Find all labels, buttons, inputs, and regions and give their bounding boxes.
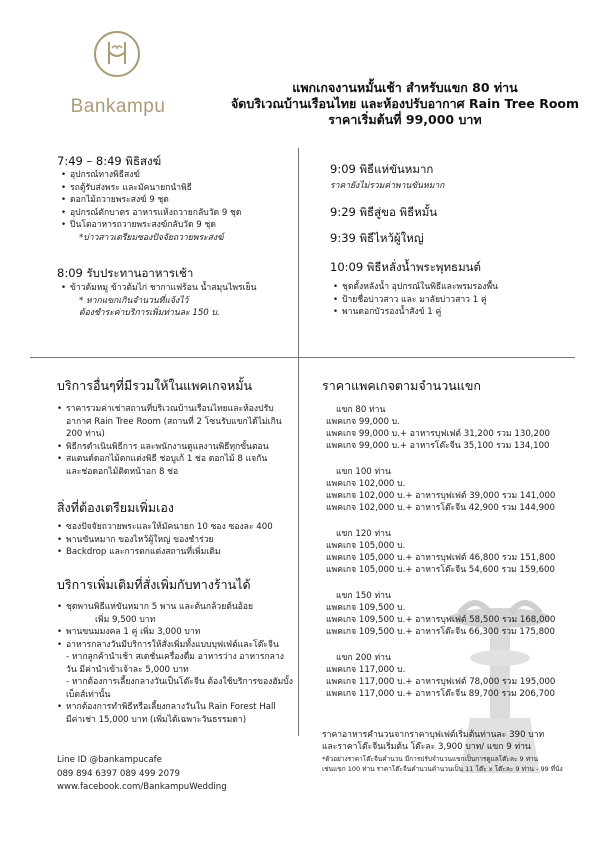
bankampu-logo-icon <box>93 30 141 78</box>
pricing-tiers <box>326 404 555 714</box>
list-item: • ราคารวมค่าเช่าสถานที่บริเวณบ้านเรือนไทยและห้องปรับ <box>57 403 282 416</box>
list-item: • พานขนมมงคล 1 คู่ เพิ่ม 3,000 บาท <box>57 626 293 639</box>
header-price: ราคาเริ่มต้นที่ 99,000 บาท <box>328 112 482 127</box>
tier-chinese: แพคเกจ 99,000 บ.+ อาหารโต๊ะจีน 35,100 รวม 134,100 <box>326 441 550 451</box>
list-item: 200 ท่าน) <box>66 429 105 439</box>
list-item: • ชุดตั้งหลังน้ำ อุปกรณ์ในพิธีและพรมรองพื้น <box>333 281 498 294</box>
footnote-line: *ตัวอย่างราคาโต๊ะจีนคำนวน มีการปรับจำนวนแขกเป็นการดูแลโต๊ะละ 9 ท่าน <box>322 755 539 763</box>
extras-list <box>57 601 293 726</box>
left-slot1-list <box>61 169 241 244</box>
list-item: • ข้าวต้มหมู ข้าวต้มไก่ ชากาแฟร้อน น้ำสมุนไพรเย็น <box>61 282 257 295</box>
extras-title: บริการเพิ่มเติมที่สั่งเพิ่มกับทางร้านได้ <box>57 577 251 592</box>
price-tier <box>326 652 555 700</box>
list-item: • อุปกรณ์ตักบาตร อาหารแห้งถวายกลับวัด 9 ชุด <box>61 207 241 220</box>
included-list <box>57 403 282 478</box>
tier-base: แพคเกจ 99,000 บ. <box>326 417 400 427</box>
included-title: บริการอื่นๆที่มีรวมให้ในแพคเกจหมั้น <box>57 378 253 393</box>
tier-head: แขก 150 ท่าน <box>336 591 391 601</box>
list-item: • Backdrop และการตกแต่งสถานที่เพิ่มเติม <box>57 546 273 559</box>
pricing-title: ราคาแพคเกจตามจำนวนแขก <box>322 378 481 393</box>
line-id: Line ID @bankampucafe <box>57 755 162 765</box>
right-slot1-time: 9:09 พิธีแห่ขันหมาก <box>330 162 434 176</box>
list-note: ต้องชำระค่าบริการเพิ่มท่านละ 150 บ. <box>79 308 220 318</box>
tier-chinese: แพคเกจ 102,000 บ.+ อาหารโต๊ะจีน 42,900 รวม 144,900 <box>326 503 555 513</box>
list-item: • ดอกไม้ถวายพระสงฆ์ 9 ชุด <box>61 194 241 207</box>
right-slot4-time: 10:09 พิธีหลั่งน้ำพระพุทธมนต์ <box>330 260 481 274</box>
list-item: - หากลูกค้านำเช้า สเตชั่นเครื่องดื่ม อาหารว่าง อาหารกลาง <box>66 652 284 662</box>
header-title: แพกเกจงานหมั้นเช้า สำหรับแขก 80 ท่าน <box>292 80 518 95</box>
phone-numbers: 089 894 6397 089 499 2079 <box>57 768 181 779</box>
price-tier <box>326 528 555 576</box>
tier-buffet: แพคเกจ 117,000 บ.+ อาหารบุฟเฟต์ 78,000 รวม 195,000 <box>326 677 556 687</box>
vertical-divider <box>298 148 299 736</box>
left-slot1-time: 7:49 – 8:49 พิธิสงฆ์ <box>57 154 162 168</box>
facebook-link[interactable]: www.facebook.com/BankampuWedding <box>57 782 227 792</box>
list-item: • พานขันหมาก ของไหว้ผู้ใหญ่ ของชำร่วย <box>57 534 273 547</box>
list-item: • อาหารกลางวันมีบริการให้สั่งเพิ่มทั้งแบบบุฟเฟ่ต์และโต๊ะจีน <box>57 639 293 652</box>
list-item: • หากต้องการทำพิธีหรือเลี้ยงกลางวันใน Rain Forest Hall <box>57 701 293 714</box>
list-note: * หากแขกเกินจำนวนที่แจ้งไว้ <box>79 295 189 306</box>
tier-base: แพคเกจ 102,000 บ. <box>326 479 406 489</box>
price-tier <box>326 590 555 638</box>
price-tier <box>326 404 555 452</box>
list-item: เพิ่ม 9,500 บาท <box>95 614 156 625</box>
prepare-list <box>57 521 273 559</box>
list-item: • ปิ่นโตอาหารถวายพระสงฆ์กลับวัด 9 ชุด <box>61 219 241 232</box>
list-item: - หากต้องการเลี้ยงกลางวันเป็นโต๊ะจีน ต้องใช้บริการของฮัมบั้ง <box>66 677 293 687</box>
list-item: เบ็ตส์เท่านั้น <box>66 689 111 700</box>
right-slot3-time: 9:39 พิธีไหว้ผู้ใหญ่ <box>330 231 424 245</box>
list-item: และช่อดอกไม้ติดหน้าอก 8 ช่อ <box>66 466 179 477</box>
right-slot2-time: 9:29 พิธีสู่ขอ พิธีหมั้น <box>330 205 438 219</box>
tier-buffet: แพคเกจ 99,000 บ.+ อาหารบุฟเฟต์ 31,200 รวม 130,200 <box>326 429 550 439</box>
tier-base: แพคเกจ 109,500 บ. <box>326 603 406 613</box>
tier-head: แขก 80 ท่าน <box>336 405 386 415</box>
contact-block <box>57 754 227 795</box>
list-note: *บ่าวสาวเตรียมซองปัจจัยถวายพระสงฆ์ <box>79 232 224 243</box>
pricing-footer-line: ราคาอาหารคำนวนจากราคาบุฟเฟต์เริ่มต้นท่านละ 390 บาท <box>322 730 545 740</box>
tier-buffet: แพคเกจ 105,000 บ.+ อาหารบุฟเฟต์ 46,800 รวม 151,800 <box>326 553 556 563</box>
list-item: • ชุดพานพิธีแห่ขันหมาก 5 พาน และต้นกล้วยต้นอ้อย <box>57 601 293 614</box>
horizontal-divider <box>30 357 575 358</box>
tier-chinese: แพคเกจ 109,500 บ.+ อาหารโต๊ะจีน 66,300 รวม 175,800 <box>326 627 555 637</box>
tier-head: แขก 100 ท่าน <box>336 467 391 477</box>
left-slot2-list <box>61 282 257 320</box>
tier-base: แพคเกจ 105,000 บ. <box>326 541 406 551</box>
tier-base: แพคเกจ 117,000 บ. <box>326 665 406 675</box>
tier-buffet: แพคเกจ 109,500 บ.+ อาหารบุฟเฟต์ 58,500 รวม 168,000 <box>326 615 556 625</box>
prepare-title: สิ่งที่ต้องเตรียมเพิ่มเอง <box>57 500 175 515</box>
tier-chinese: แพคเกจ 117,000 บ.+ อาหารโต๊ะจีน 89,700 รวม 206,700 <box>326 689 555 699</box>
list-item: • ซองปัจจัยถวายพระและให้มัคนายก 10 ซอง ซองละ 400 <box>57 521 273 534</box>
tier-head: แขก 200 ท่าน <box>336 653 391 663</box>
list-item: มีค่าเช่า 15,000 บาท (เพิ่มได้เฉพาะวันธรรมดา) <box>66 714 247 725</box>
list-item: • พานดอกบัวรองน้ำสังข์ 1 คู่ <box>333 306 498 319</box>
pricing-footnote <box>322 755 563 774</box>
tier-buffet: แพคเกจ 102,000 บ.+ อาหารบุฟเฟต์ 39,000 รวม 141,000 <box>326 491 556 501</box>
right-slot1-note: ราคายังไม่รวมค่าพานขันหมาก <box>330 181 445 191</box>
list-item: อากาศ Rain Tree Room (สถานที่ 2 โซนรับแขกได้ไม่เกิน <box>66 416 282 427</box>
tier-head: แขก 120 ท่าน <box>336 529 391 539</box>
list-item: • ป้ายชื่อบ่าวสาว และ มาลัยบ่าวสาว 1 คู่ <box>333 294 498 307</box>
list-item: • พิธีกรดำเนินพิธีการ และพนักงานดูแลงานพิธีทุกขั้นตอน <box>57 441 282 454</box>
list-item: • รถตู้รับส่งพระ และมัคนายกนำพิธี <box>61 182 241 195</box>
list-item: • อุปกรณ์ทางพิธีสงฆ์ <box>61 169 241 182</box>
list-item: วัน มีค่านำเข้าเจ้าละ 5,000 บาท <box>66 664 189 675</box>
tier-chinese: แพคเกจ 105,000 บ.+ อาหารโต๊ะจีน 54,600 รวม 159,600 <box>326 565 555 575</box>
list-item: • สแตนด์ดอกไม้ตกแต่งพิธี ช่อบูเก้ 1 ช่อ ดอกไม้ 8 แจกัน <box>57 453 282 466</box>
header-venue: จัดบริเวณบ้านเรือนไทย และห้องปรับอากาศ Rain Tree Room <box>230 96 580 111</box>
pricing-footer <box>322 729 544 753</box>
right-slot4-list <box>333 281 498 319</box>
brand-name: Bankampu <box>70 96 166 117</box>
price-tier <box>326 466 555 514</box>
footnote-line: เช่นแขก 100 ท่าน ราคาโต๊ะจีนคำนวนคำนวนเป็น 11 โต๊ะ x โต๊ะละ 9 ท่าน - 99 ที่นั่ง <box>322 764 563 773</box>
left-slot2-time: 8:09 รับประทานอาหารเช้า <box>57 266 194 280</box>
pricing-footer-line: และราคาโต๊ะจีนเริ่มต้น โต๊ะละ 3,900 บาท/ แขก 9 ท่าน <box>322 742 531 752</box>
